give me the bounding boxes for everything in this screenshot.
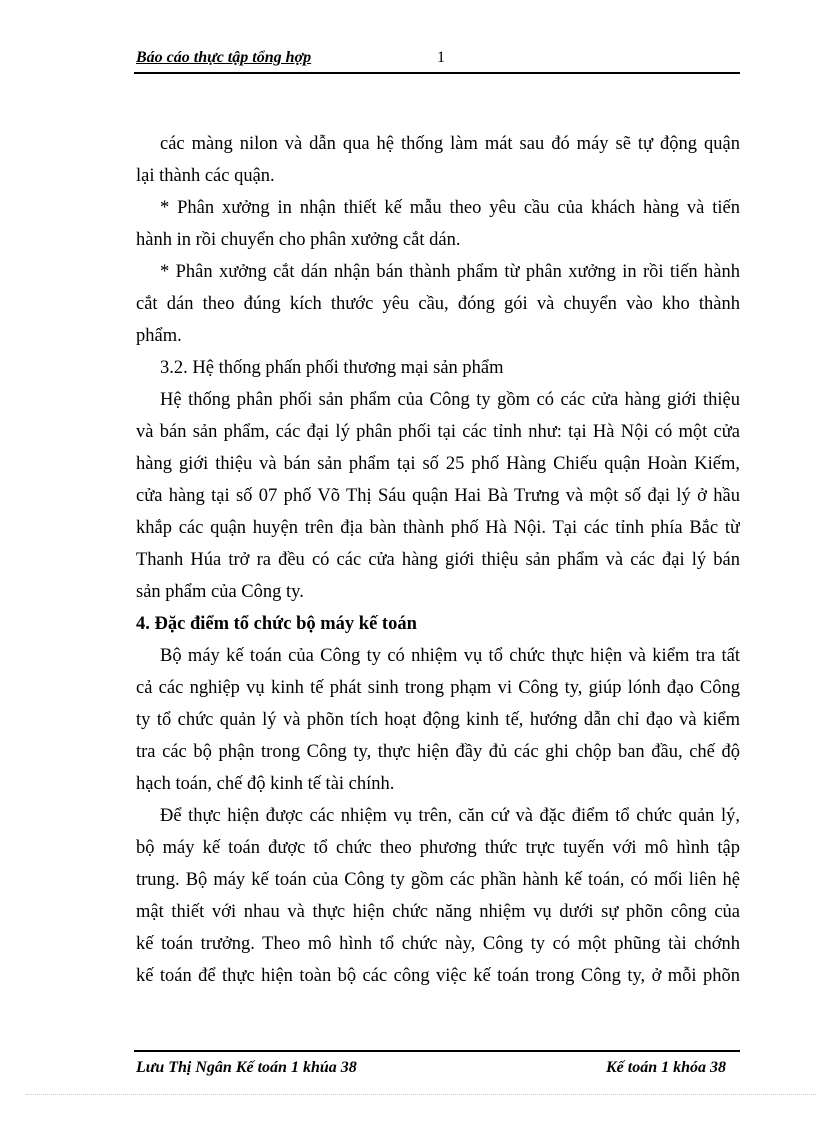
document-body [136, 128, 740, 992]
body-line: tra các bộ phận trong Công ty, thực hiện đầy đủ các ghi chộp ban đầu, chế độ [136, 742, 740, 762]
body-line: mật thiết với nhau và thực hiện chức năng nhiệm vụ dưới sự phõn công của [136, 902, 740, 922]
body-line: khắp các quận huyện trên địa bàn thành phố Hà Nội. Tại các tỉnh phía Bắc từ [136, 518, 740, 538]
body-line: * Phân xưởng in nhận thiết kế mẫu theo yêu cầu của khách hàng và tiến [160, 198, 740, 218]
body-line: bộ máy kế toán được tổ chức theo phương thức trực tuyến với mô hình tập [136, 838, 740, 858]
body-line: hàng giới thiệu và bán sản phẩm tại số 25 phố Hàng Chiếu quận Hoàn Kiếm, [136, 454, 740, 474]
body-line: hạch toán, chế độ kinh tế tài chính. [136, 774, 395, 794]
body-line: lại thành các quận. [136, 166, 275, 186]
body-line: * Phân xưởng cắt dán nhận bán thành phẩm từ phân xưởng in rồi tiến hành [160, 262, 740, 282]
page-boundary-divider [26, 1094, 816, 1095]
body-line: Hệ thống phân phối sản phẩm của Công ty gồm có các cửa hàng giới thiệu [160, 390, 740, 410]
footer-author: Lưu Thị Ngân Kế toán 1 khúa 38 [136, 1059, 357, 1076]
body-line: cắt dán theo đúng kích thước yêu cầu, đóng gói và chuyển vào kho thành [136, 294, 740, 314]
body-line: trung. Bộ máy kế toán của Công ty gồm các phần hành kế toán, có mối liên hệ [136, 870, 740, 890]
body-line: sản phẩm của Công ty. [136, 582, 304, 602]
page-header [134, 46, 740, 74]
footer-class: Kế toán 1 khóa 38 [605, 1059, 726, 1076]
section-heading-4: 4. Đặc điểm tổ chức bộ máy kế toán [136, 614, 417, 634]
body-line: và bán sản phẩm, các đại lý phân phối tại các tỉnh như: tại Hà Nội có một cửa [136, 422, 740, 442]
body-line: kế toán trưởng. Theo mô hình tổ chức này, Công ty có một phũng tài chớnh [136, 934, 740, 954]
page-number: 1 [437, 49, 445, 66]
body-line: cửa hàng tại số 07 phố Võ Thị Sáu quận Hai Bà Trưng và một số đại lý ở hầu [136, 486, 740, 506]
header-title: Báo cáo thực tập tổng hợp [136, 49, 312, 66]
body-line: Thanh Húa trở ra đều có các cửa hàng giới thiệu sản phẩm và các đại lý bán [136, 550, 740, 570]
body-line: phẩm. [136, 326, 182, 346]
body-line: ty tổ chức quản lý và phõn tích hoạt động kinh tế, hướng dẫn chỉ đạo và kiểm [136, 710, 740, 730]
body-line: cả các nghiệp vụ kinh tế phát sinh trong phạm vi Công ty, giúp lónh đạo Công [136, 678, 740, 698]
body-line: Để thực hiện được các nhiệm vụ trên, căn cứ và đặc điểm tổ chức quản lý, [160, 806, 740, 826]
page-footer [134, 1050, 740, 1086]
body-line: kế toán để thực hiện toàn bộ các công việc kế toán trong Công ty, ở mỗi phõn [136, 966, 740, 986]
section-heading-3-2: 3.2. Hệ thống phấn phối thương mại sản phẩm [160, 358, 504, 378]
body-line: các màng nilon và dẫn qua hệ thống làm mát sau đó máy sẽ tự động quận [160, 134, 740, 154]
body-line: Bộ máy kế toán của Công ty có nhiệm vụ tổ chức thực hiện và kiểm tra tất [160, 646, 740, 666]
body-line: hành in rồi chuyển cho phân xưởng cắt dán. [136, 230, 461, 250]
